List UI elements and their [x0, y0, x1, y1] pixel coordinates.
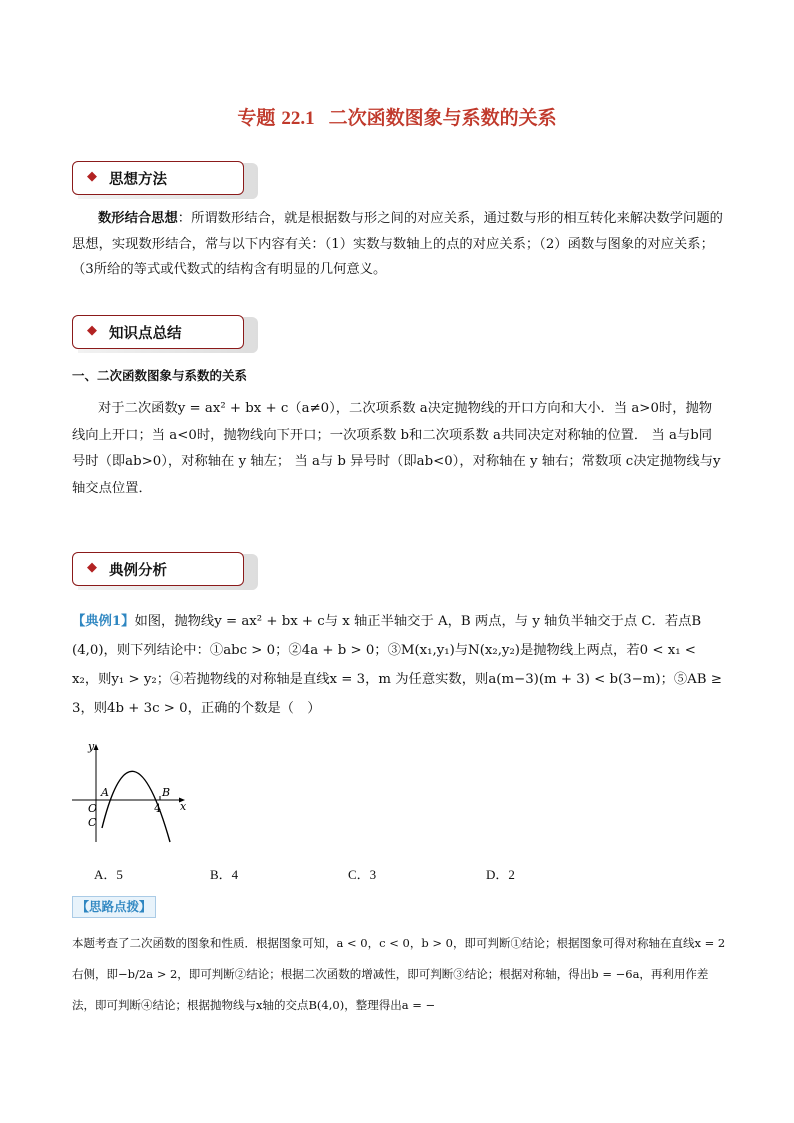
parabola-graph: [72, 738, 202, 846]
title-prefix: 专题: [237, 107, 276, 129]
knowledge-heading: 一、二次函数图象与系数的关系: [72, 368, 248, 383]
diamond-icon: ◆: [87, 323, 97, 338]
point-c-label: C: [88, 816, 97, 829]
tick-label-4: 4: [154, 802, 161, 815]
hint-label: 【思路点拨】: [72, 896, 156, 918]
point-b-label: B: [162, 786, 171, 799]
point-a-label: A: [101, 786, 109, 799]
example-tag: 【典例1】: [72, 614, 135, 629]
hint-paragraph: 本题考查了二次函数的图象和性质．根据图象可知，a < 0，c < 0，b > 0，即可判断①结论；根据图象可得对称轴在直线x = 2右侧，即−b/2a > 2，即可判断②结论；根据二次函数的增减性，即可判断③结论；根据对称轴，得出b = −6a，再利用作差法，即可判断④结论；根据抛物线与x轴的交点B(4,0)，整理得出a = −: [72, 936, 726, 1012]
section-label: 思想方法: [109, 172, 167, 188]
option-d[interactable]: D．2: [486, 867, 515, 882]
page-title: [0, 103, 794, 130]
diamond-icon: ◆: [87, 560, 97, 575]
example-text: 如图，抛物线y = ax² + bx + c与 x 轴正半轴交于 A，B 两点，与 y 轴负半轴交于点 C．若点B (4,0)，则下列结论中：①abc > 0；②4a + b > 0；③M(x₁,y₁)与N(x₂,y₂)是抛物线上两点，若0 < x₁ < x₂，则y₁ > y₂；④若抛物线的对称轴是直线x = 3，m 为任意实数，则a(m−3)(m + 3) < b(3−m)；⑤AB ≥ 3，则4b + 3c > 0，正确的个数是（ ）: [72, 614, 722, 716]
diamond-icon: ◆: [87, 169, 97, 184]
option-c[interactable]: C．3: [348, 867, 377, 882]
y-axis-arrow: [94, 744, 99, 750]
section-header-example: [72, 552, 244, 586]
title-text: 二次函数图象与系数的关系: [328, 107, 557, 129]
title-number: 22.1: [281, 108, 315, 129]
section-label: 典例分析: [109, 563, 167, 579]
method-paragraph: [72, 206, 724, 283]
method-bold: 数形结合思想: [98, 211, 178, 226]
option-b[interactable]: B．4: [210, 867, 239, 882]
section-label: 知识点总结: [109, 326, 182, 342]
example-paragraph: [72, 607, 724, 723]
section-header-knowledge: [72, 315, 244, 349]
x-axis-label: x: [180, 800, 187, 813]
method-text: ：所谓数形结合，就是根据数与形之间的对应关系，通过数与形的相互转化来解决数学问题的思想，实现数形结合，常与以下内容有关：（1）实数与数轴上的点的对应关系；（2）函数与图象的对应关系；（3所给的等式或代数式的结构含有明显的几何意义。: [72, 211, 723, 277]
origin-label: O: [88, 802, 98, 815]
y-axis-label: y: [88, 740, 95, 753]
knowledge-paragraph: 对于二次函数y = ax² + bx + c（a≠0），二次项系数 a决定抛物线的开口方向和大小．当 a>0时，抛物线向上开口；当 a<0时，抛物线向下开口；一次项系数 b和二次项系数 a共同决定对称轴的位置． 当 a与b同号时（即ab>0），对称轴在 y 轴左； 当 a与 b 异号时（即ab<0），对称轴在 y 轴右；常数项 c决定抛物线与y 轴交点位置．: [72, 401, 721, 496]
option-a[interactable]: A．5: [94, 867, 123, 882]
section-header-method: [72, 161, 244, 195]
